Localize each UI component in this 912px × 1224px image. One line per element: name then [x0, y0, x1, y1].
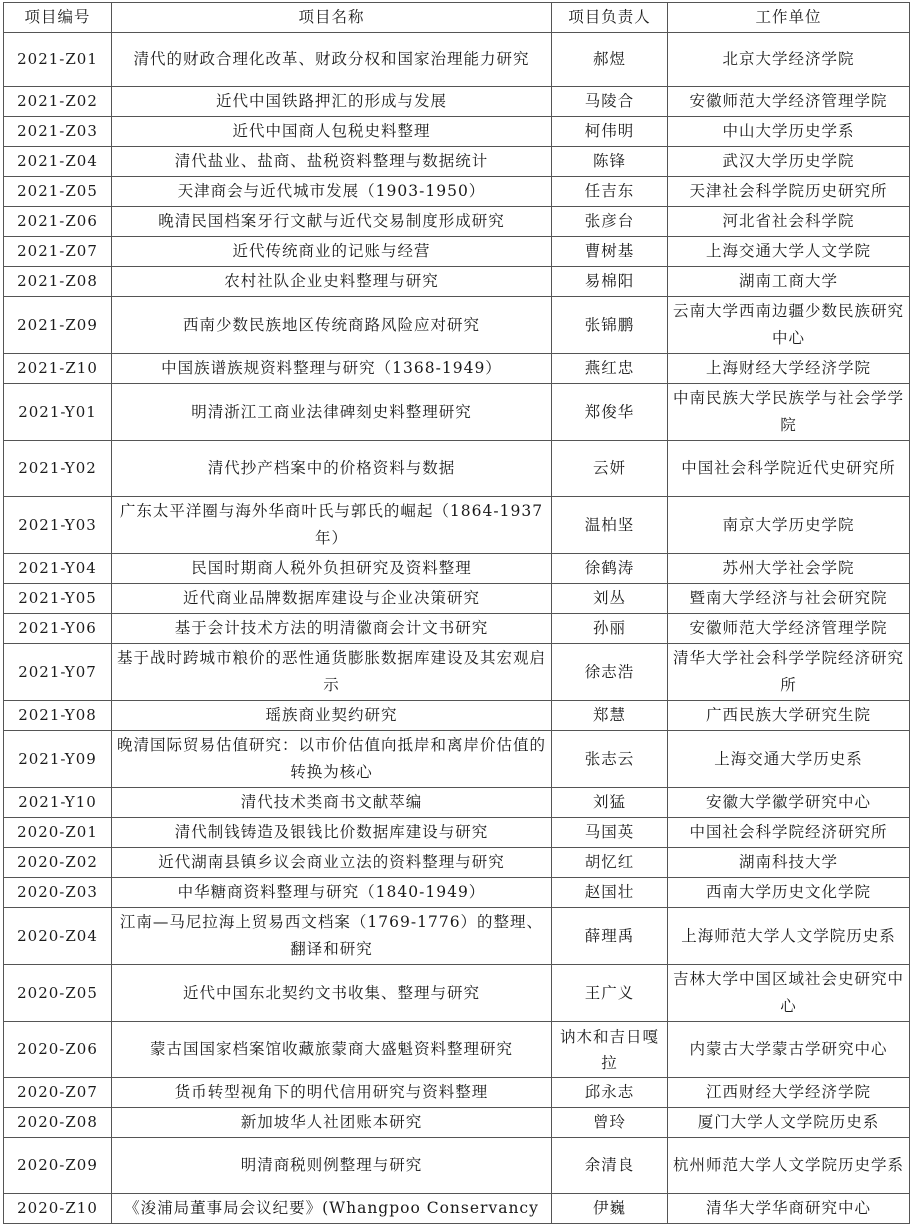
- cell-name: 清代盐业、盐商、盐税资料整理与数据统计: [112, 147, 552, 177]
- table-row: [4, 818, 910, 848]
- table-row: [4, 117, 910, 147]
- cell-unit: 河北省社会科学院: [668, 207, 910, 237]
- cell-leader: 胡忆红: [552, 848, 668, 878]
- cell-unit: 清华大学社会科学学院经济研究所: [668, 644, 910, 701]
- cell-name: 货币转型视角下的明代信用研究与资料整理: [112, 1078, 552, 1108]
- cell-name: 广东太平洋圈与海外华商叶氏与郭氏的崛起（1864-1937年）: [112, 497, 552, 554]
- cell-leader: 马陵合: [552, 87, 668, 117]
- cell-code: 2021-Y03: [4, 497, 112, 554]
- cell-code: 2020-Z03: [4, 878, 112, 908]
- table-row: [4, 1022, 910, 1078]
- cell-code: 2020-Z04: [4, 908, 112, 965]
- cell-leader: 曹树基: [552, 237, 668, 267]
- cell-name: 明清浙江工商业法律碑刻史料整理研究: [112, 384, 552, 441]
- cell-unit: 中山大学历史学系: [668, 117, 910, 147]
- cell-leader: 任吉东: [552, 177, 668, 207]
- table-row: [4, 177, 910, 207]
- cell-code: 2020-Z02: [4, 848, 112, 878]
- cell-name: 民国时期商人税外负担研究及资料整理: [112, 554, 552, 584]
- cell-unit: 厦门大学人文学院历史系: [668, 1108, 910, 1138]
- cell-name: 近代湖南县镇乡议会商业立法的资料整理与研究: [112, 848, 552, 878]
- table-row: [4, 384, 910, 441]
- cell-leader: 温柏坚: [552, 497, 668, 554]
- cell-leader: 曾玲: [552, 1108, 668, 1138]
- cell-name: 近代中国铁路押汇的形成与发展: [112, 87, 552, 117]
- cell-name: 晚清国际贸易估值研究：以市价估值向抵岸和离岸价估值的转换为核心: [112, 731, 552, 788]
- cell-code: 2020-Z06: [4, 1022, 112, 1078]
- cell-code: 2020-Z05: [4, 965, 112, 1022]
- cell-name: 农村社队企业史料整理与研究: [112, 267, 552, 297]
- cell-leader: 徐鹤涛: [552, 554, 668, 584]
- cell-name: 蒙古国国家档案馆收藏旅蒙商大盛魁资料整理研究: [112, 1022, 552, 1078]
- table-row: [4, 87, 910, 117]
- table-row: [4, 701, 910, 731]
- cell-unit: 中国社会科学院近代史研究所: [668, 441, 910, 497]
- cell-code: 2021-Z01: [4, 33, 112, 87]
- cell-code: 2021-Z10: [4, 354, 112, 384]
- cell-code: 2021-Z09: [4, 297, 112, 354]
- table-row: [4, 497, 910, 554]
- cell-code: 2021-Y02: [4, 441, 112, 497]
- cell-name: 中华糖商资料整理与研究（1840-1949）: [112, 878, 552, 908]
- cell-code: 2021-Z05: [4, 177, 112, 207]
- table-row: [4, 554, 910, 584]
- cell-leader: 燕红忠: [552, 354, 668, 384]
- cell-leader: 易棉阳: [552, 267, 668, 297]
- table-row: [4, 441, 910, 497]
- cell-name: 基于战时跨城市粮价的恶性通货膨胀数据库建设及其宏观启示: [112, 644, 552, 701]
- cell-unit: 苏州大学社会学院: [668, 554, 910, 584]
- cell-unit: 中国社会科学院经济研究所: [668, 818, 910, 848]
- table-row: [4, 33, 910, 87]
- cell-code: 2021-Z02: [4, 87, 112, 117]
- cell-code: 2021-Y06: [4, 614, 112, 644]
- table-row: [4, 1194, 910, 1224]
- cell-unit: 北京大学经济学院: [668, 33, 910, 87]
- table-row: [4, 731, 910, 788]
- cell-unit: 中南民族大学民族学与社会学学院: [668, 384, 910, 441]
- cell-name: 近代传统商业的记账与经营: [112, 237, 552, 267]
- table-row: [4, 965, 910, 1022]
- cell-code: 2021-Z06: [4, 207, 112, 237]
- table-row: [4, 1108, 910, 1138]
- cell-leader: 马国英: [552, 818, 668, 848]
- cell-leader: 刘猛: [552, 788, 668, 818]
- cell-code: 2021-Y05: [4, 584, 112, 614]
- cell-unit: 湖南工商大学: [668, 267, 910, 297]
- cell-code: 2020-Z10: [4, 1194, 112, 1224]
- cell-unit: 云南大学西南边疆少数民族研究中心: [668, 297, 910, 354]
- header-name: 项目名称: [112, 3, 552, 33]
- header-code: 项目编号: [4, 3, 112, 33]
- cell-leader: 邱永志: [552, 1078, 668, 1108]
- cell-code: 2021-Y01: [4, 384, 112, 441]
- cell-name: 中国族谱族规资料整理与研究（1368-1949）: [112, 354, 552, 384]
- cell-leader: 郑俊华: [552, 384, 668, 441]
- cell-name: 天津商会与近代城市发展（1903-1950）: [112, 177, 552, 207]
- table-row: [4, 237, 910, 267]
- cell-code: 2021-Z04: [4, 147, 112, 177]
- table-row: [4, 297, 910, 354]
- table-row: [4, 147, 910, 177]
- cell-name: 瑶族商业契约研究: [112, 701, 552, 731]
- cell-code: 2020-Z09: [4, 1138, 112, 1194]
- table-row: [4, 584, 910, 614]
- cell-name: 晚清民国档案牙行文献与近代交易制度形成研究: [112, 207, 552, 237]
- cell-leader: 伊巍: [552, 1194, 668, 1224]
- cell-name: 清代制钱铸造及银钱比价数据库建设与研究: [112, 818, 552, 848]
- table-row: [4, 908, 910, 965]
- cell-unit: 湖南科技大学: [668, 848, 910, 878]
- cell-unit: 上海交通大学人文学院: [668, 237, 910, 267]
- cell-name: 近代中国商人包税史料整理: [112, 117, 552, 147]
- cell-unit: 安徽师范大学经济管理学院: [668, 614, 910, 644]
- cell-name: 近代商业品牌数据库建设与企业决策研究: [112, 584, 552, 614]
- cell-unit: 上海师范大学人文学院历史系: [668, 908, 910, 965]
- cell-name: 明清商税则例整理与研究: [112, 1138, 552, 1194]
- cell-unit: 江西财经大学经济学院: [668, 1078, 910, 1108]
- cell-unit: 天津社会科学院历史研究所: [668, 177, 910, 207]
- cell-unit: 吉林大学中国区域社会史研究中心: [668, 965, 910, 1022]
- cell-code: 2021-Z07: [4, 237, 112, 267]
- cell-leader: 云妍: [552, 441, 668, 497]
- cell-unit: 安徽师范大学经济管理学院: [668, 87, 910, 117]
- table-row: [4, 644, 910, 701]
- cell-unit: 西南大学历史文化学院: [668, 878, 910, 908]
- cell-leader: 徐志浩: [552, 644, 668, 701]
- cell-name: 西南少数民族地区传统商路风险应对研究: [112, 297, 552, 354]
- cell-leader: 刘丛: [552, 584, 668, 614]
- table-row: [4, 1078, 910, 1108]
- cell-leader: 张志云: [552, 731, 668, 788]
- table-row: [4, 878, 910, 908]
- cell-code: 2020-Z07: [4, 1078, 112, 1108]
- cell-unit: 上海财经大学经济学院: [668, 354, 910, 384]
- cell-unit: 南京大学历史学院: [668, 497, 910, 554]
- cell-unit: 上海交通大学历史系: [668, 731, 910, 788]
- table-row: [4, 788, 910, 818]
- cell-name: 清代的财政合理化改革、财政分权和国家治理能力研究: [112, 33, 552, 87]
- cell-name: 江南—马尼拉海上贸易西文档案（1769-1776）的整理、翻译和研究: [112, 908, 552, 965]
- cell-name: 新加坡华人社团账本研究: [112, 1108, 552, 1138]
- cell-unit: 广西民族大学研究生院: [668, 701, 910, 731]
- cell-name: 清代技术类商书文献萃编: [112, 788, 552, 818]
- cell-unit: 安徽大学徽学研究中心: [668, 788, 910, 818]
- cell-leader: 薛理禹: [552, 908, 668, 965]
- header-row: [4, 3, 910, 33]
- cell-code: 2021-Y09: [4, 731, 112, 788]
- cell-leader: 王广义: [552, 965, 668, 1022]
- cell-leader: 郝煜: [552, 33, 668, 87]
- cell-code: 2021-Y04: [4, 554, 112, 584]
- header-leader: 项目负责人: [552, 3, 668, 33]
- cell-leader: 讷木和吉日嘎拉: [552, 1022, 668, 1078]
- table-row: [4, 354, 910, 384]
- table-row: [4, 614, 910, 644]
- cell-leader: 陈锋: [552, 147, 668, 177]
- cell-unit: 清华大学华商研究中心: [668, 1194, 910, 1224]
- cell-code: 2021-Z08: [4, 267, 112, 297]
- cell-unit: 暨南大学经济与社会研究院: [668, 584, 910, 614]
- cell-unit: 杭州师范大学人文学院历史学系: [668, 1138, 910, 1194]
- cell-leader: 张锦鹏: [552, 297, 668, 354]
- projects-table: [3, 2, 910, 1224]
- cell-code: 2020-Z08: [4, 1108, 112, 1138]
- header-unit: 工作单位: [668, 3, 910, 33]
- cell-code: 2021-Y10: [4, 788, 112, 818]
- cell-leader: 柯伟明: [552, 117, 668, 147]
- cell-leader: 孙丽: [552, 614, 668, 644]
- table-body: [4, 33, 910, 1224]
- cell-leader: 赵国壮: [552, 878, 668, 908]
- cell-name: 基于会计技术方法的明清徽商会计文书研究: [112, 614, 552, 644]
- cell-code: 2021-Y07: [4, 644, 112, 701]
- table-row: [4, 207, 910, 237]
- cell-leader: 郑慧: [552, 701, 668, 731]
- cell-unit: 武汉大学历史学院: [668, 147, 910, 177]
- cell-name: 《浚浦局董事局会议纪要》(Whangpoo Conservancy: [112, 1194, 552, 1224]
- cell-code: 2021-Y08: [4, 701, 112, 731]
- cell-name: 近代中国东北契约文书收集、整理与研究: [112, 965, 552, 1022]
- cell-code: 2020-Z01: [4, 818, 112, 848]
- table-row: [4, 267, 910, 297]
- cell-name: 清代抄产档案中的价格资料与数据: [112, 441, 552, 497]
- cell-leader: 张彦台: [552, 207, 668, 237]
- table-row: [4, 1138, 910, 1194]
- cell-code: 2021-Z03: [4, 117, 112, 147]
- cell-unit: 内蒙古大学蒙古学研究中心: [668, 1022, 910, 1078]
- table-row: [4, 848, 910, 878]
- cell-leader: 余清良: [552, 1138, 668, 1194]
